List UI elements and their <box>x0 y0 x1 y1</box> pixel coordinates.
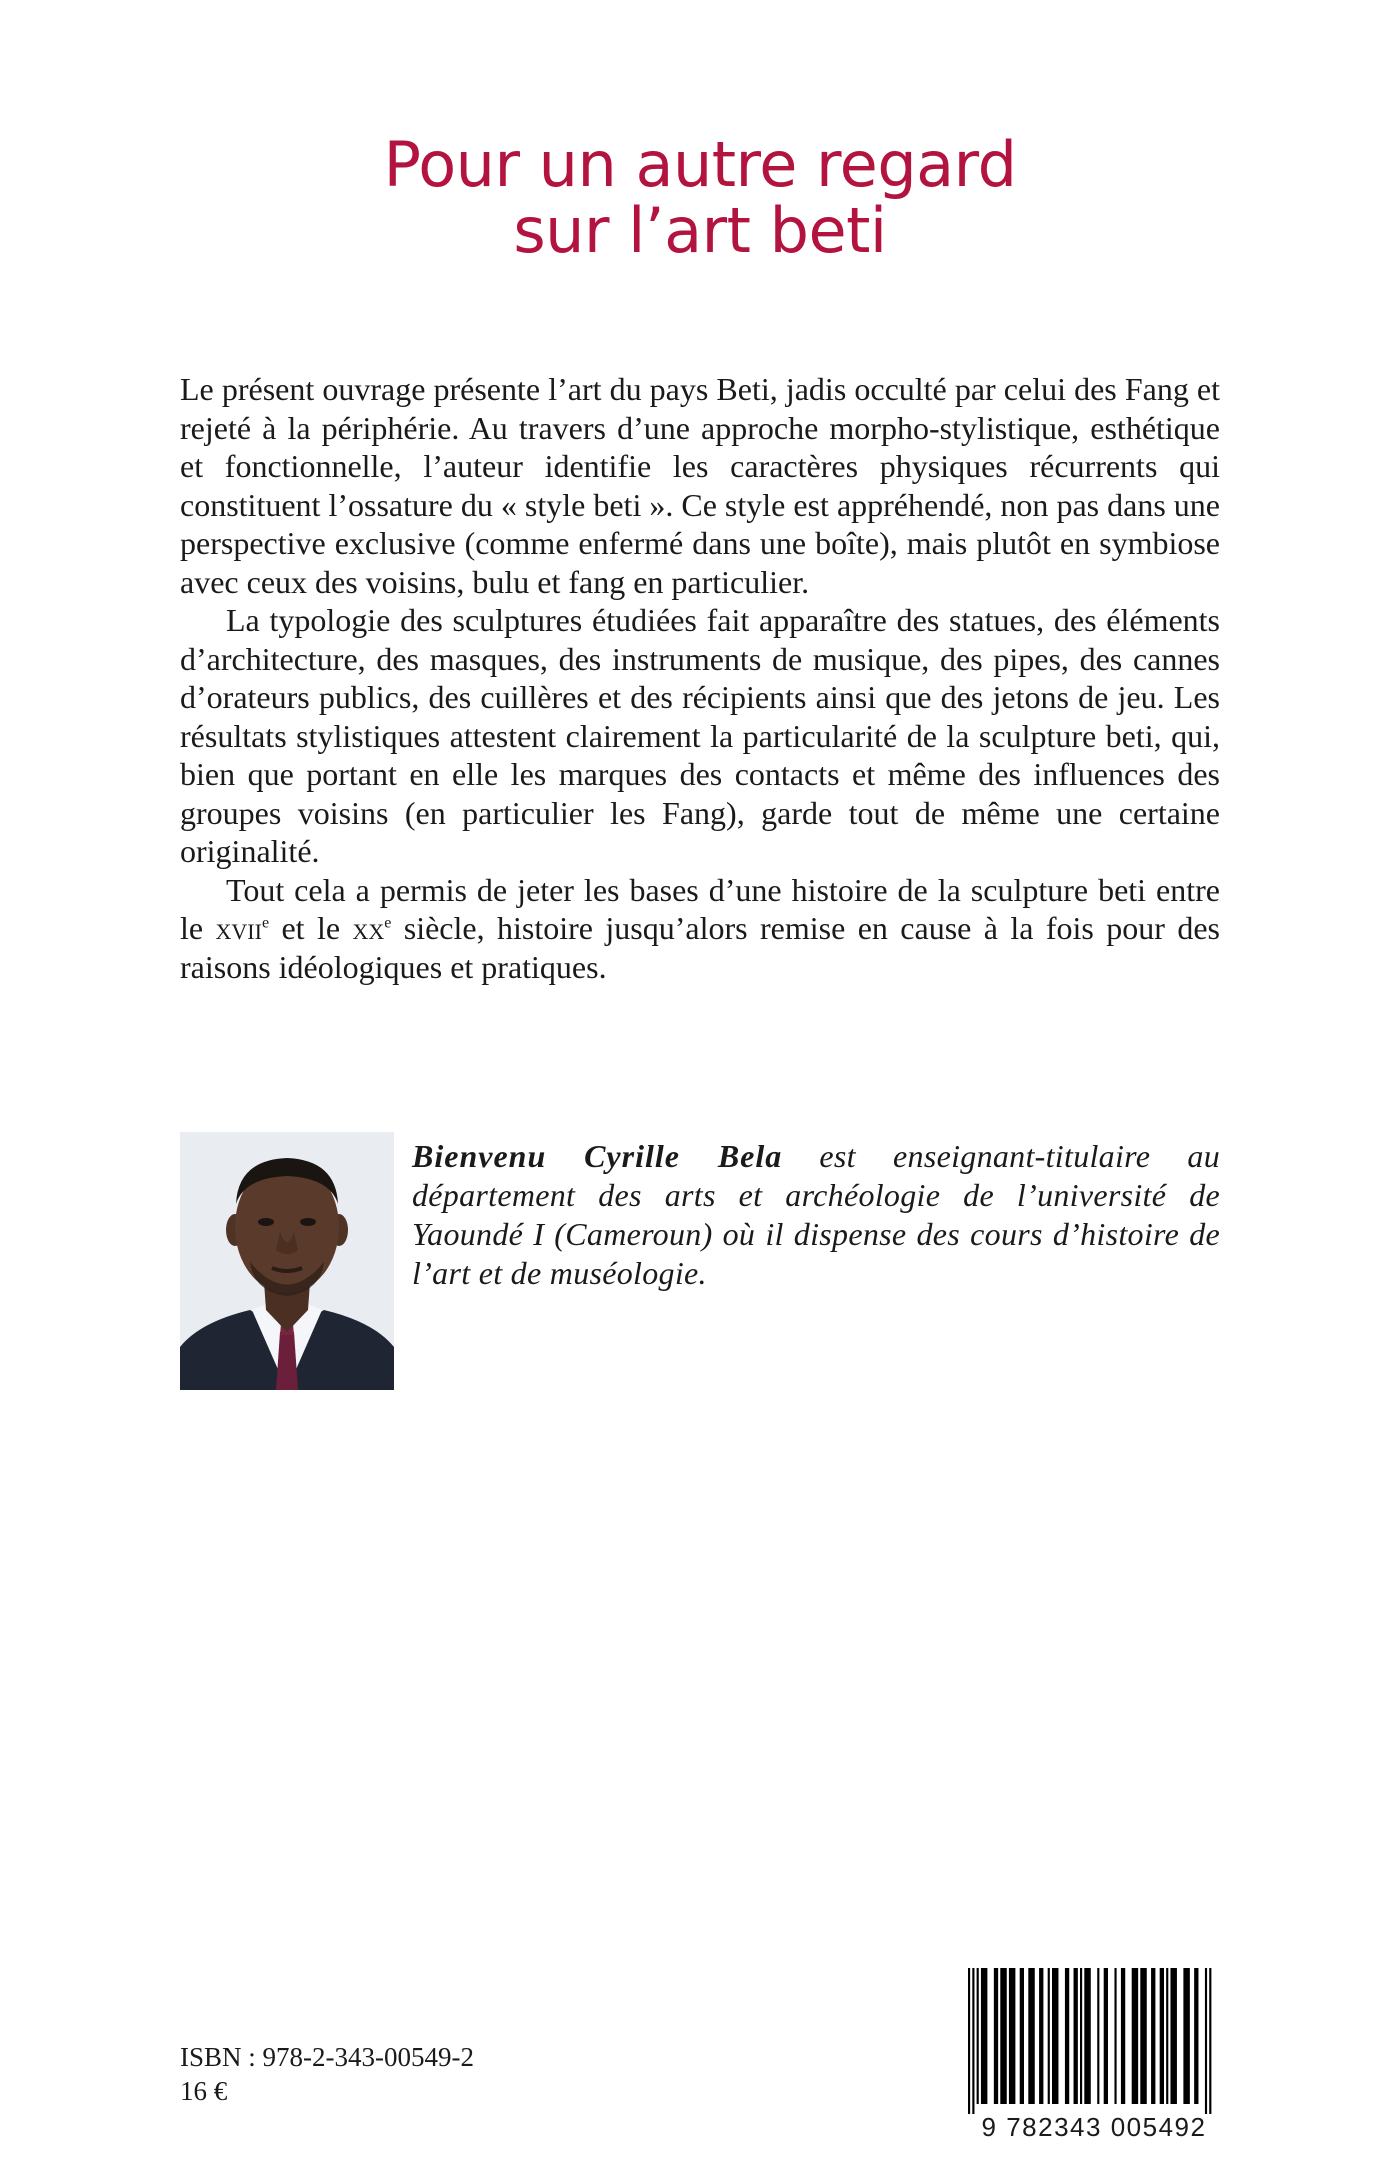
barcode-bar <box>1074 1968 1078 2104</box>
barcode-bar <box>1000 1968 1006 2104</box>
book-title-line-2: sur l’art beti <box>513 194 887 267</box>
barcode-bar <box>1183 1968 1189 2104</box>
century-20: xx <box>352 910 385 946</box>
barcode-number: 9 782343 005492 <box>981 2112 1207 2142</box>
barcode <box>968 1968 1220 2114</box>
barcode-bar <box>994 1968 998 2104</box>
barcode-bars <box>968 1968 1220 2114</box>
barcode-bar <box>1065 1968 1069 2104</box>
barcode-bar <box>1140 1968 1146 2104</box>
barcode-bar <box>1114 1968 1116 2104</box>
barcode-bar <box>977 1968 979 2104</box>
barcode-bar <box>1132 1968 1138 2104</box>
barcode-guard-bar <box>972 1968 974 2114</box>
barcode-bar <box>1084 1968 1090 2104</box>
barcode-bar <box>1080 1968 1082 2104</box>
barcode-bar <box>1104 1968 1108 2104</box>
barcode-guard-bar <box>1209 1968 1211 2114</box>
barcode-guard-bar <box>1205 1968 1207 2114</box>
summary-paragraph-2: La typologie des sculptures étudiées fait apparaître des statues, des éléments d’architecture, des masques, des instruments de musique, des pipes, des cannes d’orateurs publics, des cuillères et des récipients ainsi que des jetons de jeu. Les résultats stylistiques attestent clairement la particularité de la sculpture beti, qui, bien que portant en elle les marques des contacts et même des influences des groupes voisins (en particulier les Fang), garde tout de même une certaine originalité. <box>180 602 1220 869</box>
barcode-bar <box>1166 1968 1168 2104</box>
barcode-bar <box>1121 1968 1125 2104</box>
author-portrait-drawing <box>180 1132 394 1390</box>
barcode-bar <box>1048 1968 1050 2104</box>
summary-paragraph-3-end: siècle, histoire jusqu’alors remise en cause à la fois pour des raisons idéologiques et pratiques. <box>180 910 1221 985</box>
book-summary <box>180 370 1220 986</box>
barcode-bar <box>981 1968 987 2104</box>
summary-paragraph-3-mid: et le <box>269 910 353 946</box>
barcode-bar <box>1160 1968 1164 2104</box>
isbn: ISBN : 978-2-343-00549-2 <box>180 2042 474 2072</box>
barcode-bar <box>1052 1968 1058 2104</box>
barcode-bar <box>1097 1968 1099 2104</box>
barcode-bar <box>1020 1968 1024 2104</box>
book-title <box>0 128 1400 267</box>
author-bio-text: est enseignant-titulaire au département des arts et archéologie de l’université de Yaoundé I (Cameroun) où il dispense des cours d’histoire de l’art et de muséologie. <box>412 1138 1220 1291</box>
barcode-bar <box>1151 1968 1155 2104</box>
author-photo <box>180 1132 394 1390</box>
barcode-bar <box>1028 1968 1034 2104</box>
barcode-guard-bar <box>968 1968 970 2114</box>
barcode-bar <box>1194 1968 1198 2104</box>
barcode-bar <box>1039 1968 1043 2104</box>
century-17: xvii <box>215 910 262 946</box>
century-17-sup: e <box>261 914 270 932</box>
price: 16 € <box>180 2076 228 2106</box>
summary-paragraph-1: Le présent ouvrage présente l’art du pays Beti, jadis occulté par celui des Fang et rejeté à la périphérie. Au travers d’une approche morpho-stylistique, esthétique et fonctionnelle, l’auteur identifie les caractères physiques récurrents qui constituent l’ossature du « style beti ». Ce style est appréhendé, non pas dans une perspective exclusive (comme enfermé dans une boîte), mais plutôt en symbiose avec ceux des voisins, bulu et fang en particulier. <box>180 371 1220 600</box>
book-title-line-1: Pour un autre regard <box>383 128 1017 201</box>
barcode-bar <box>1009 1968 1015 2104</box>
author-bio <box>412 1137 1220 1293</box>
summary-paragraph-3-start: Tout cela a permis de jeter les bases d’une histoire de la sculpture beti entre le <box>180 871 1220 946</box>
century-20-sup: e <box>384 914 392 932</box>
author-name: Bienvenu Cyrille Bela <box>412 1138 783 1174</box>
summary-paragraph-3 <box>180 871 1220 987</box>
barcode-bar <box>1170 1968 1176 2104</box>
